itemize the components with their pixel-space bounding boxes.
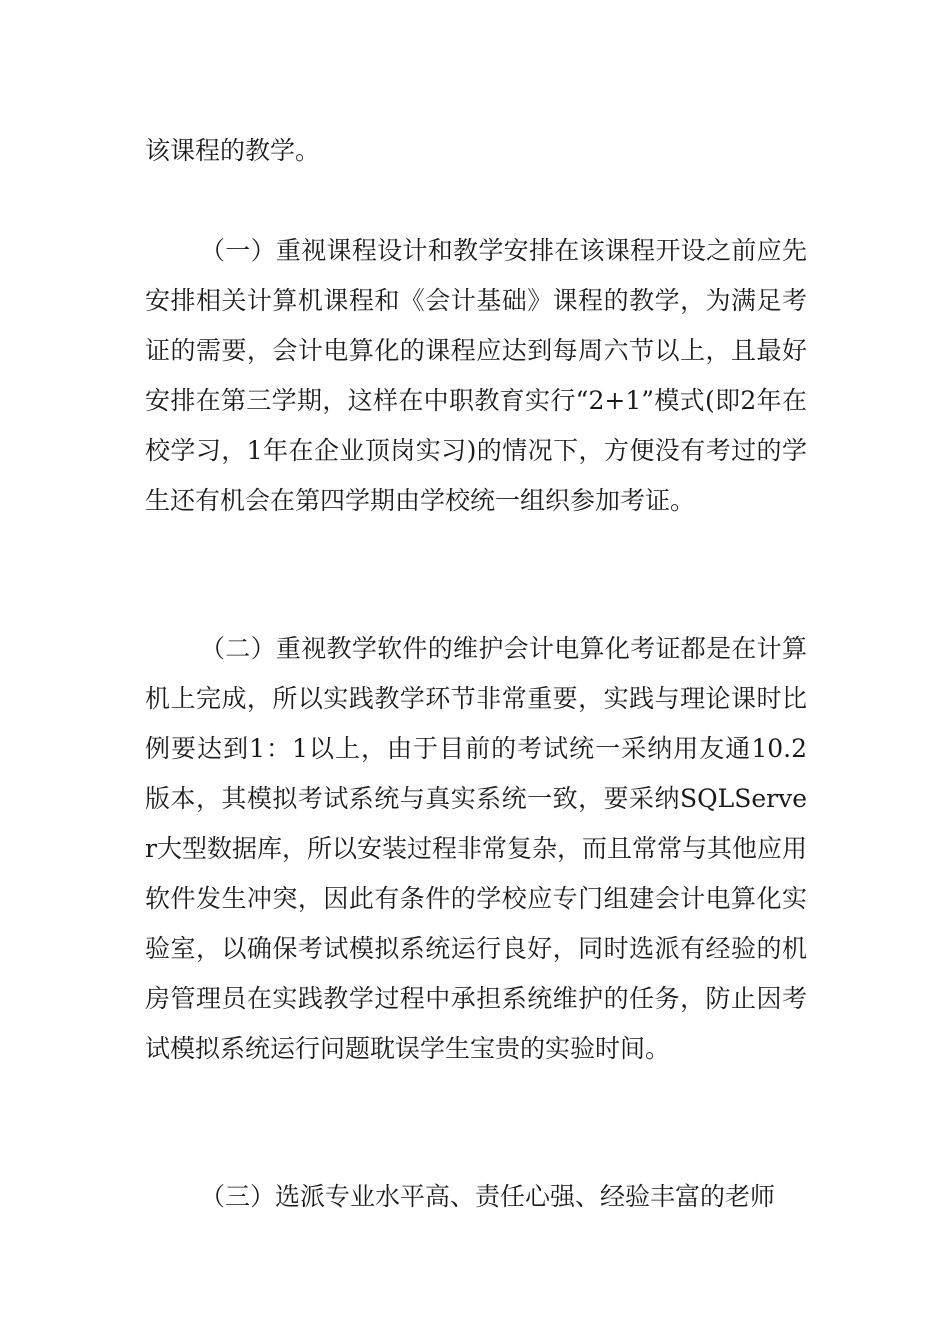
- paragraph-section-1: （一）重视课程设计和教学安排在该课程开设之前应先安排相关计算机课程和《会计基础》课程的教学，为满足考证的需要，会计电算化的课程应达到每周六节以上，且最好安排在第三学期，这样在中职教育实行“2+1”模式(即2年在校学习，1年在企业顶岗实习)的情况下，方便没有考过的学生还有机会在第四学期由学校统一组织参加考证。: [145, 236, 807, 515]
- paragraph-section-3: （三）选派专业水平高、责任心强、经验丰富的老师: [200, 1182, 776, 1211]
- paragraph-section-2: （二）重视教学软件的维护会计电算化考证都是在计算机上完成，所以实践教学环节非常重要，实践与理论课时比例要达到1：1以上，由于目前的考试统一采纳用友通10.2版本，其模拟考试系统与真实系统一致，要采纳SQLServer大型数据库，所以安装过程非常复杂，而且常常与其他应用软件发生冲突，因此有条件的学校应专门组建会计电算化实验室，以确保考试模拟系统运行良好，同时选派有经验的机房管理员在实践教学过程中承担系统维护的任务，防止因考试模拟系统运行问题耽误学生宝贵的实验时间。: [145, 634, 807, 1063]
- paragraph-continuation: 该课程的教学。: [145, 136, 321, 165]
